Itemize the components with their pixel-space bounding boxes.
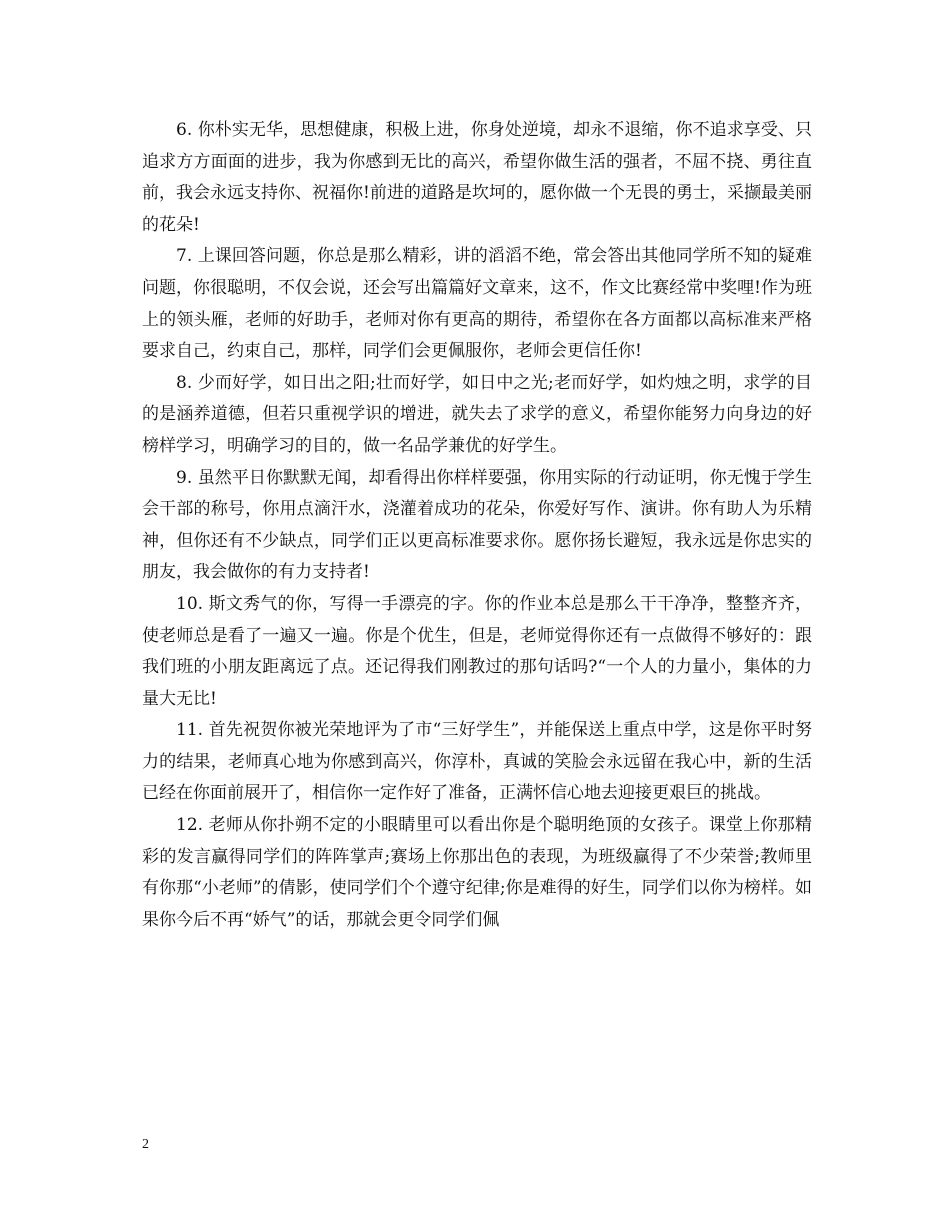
paragraph-12: 12. 老师从你扑朔不定的小眼睛里可以看出你是个聪明绝顶的女孩子。课堂上你那精彩的发言赢得同学们的阵阵掌声;赛场上你那出色的表现，为班级赢得了不少荣誉;教师里有你那“小老师”的倩影，使同学们个个遵守纪律;你是难得的好生，同学们以你为榜样。如果你今后不再“娇气”的话，那就会更令同学们佩	[142, 815, 812, 930]
paragraph-8: 8. 少而好学，如日出之阳;壮而好学，如日中之光;老而好学，如灼烛之明，求学的目的是涵养道德，但若只重视学识的增进，就失去了求学的意义，希望你能努力向身边的好榜样学习，明确学习的目的，做一名品学兼优的好学生。	[142, 372, 812, 456]
paragraph-7: 7. 上课回答问题，你总是那么精彩，讲的滔滔不绝，常会答出其他同学所不知的疑难问题，你很聪明，不仅会说，还会写出篇篇好文章来，这不，作文比赛经常中奖哩!作为班上的领头雁，老师的好助手，老师对你有更高的期待，希望你在各方面都以高标准来严格要求自己，约束自己，那样，同学们会更佩服你，老师会更信任你!	[142, 246, 812, 362]
paragraph-9: 9. 虽然平日你默默无闻，却看得出你样样要强，你用实际的行动证明，你无愧于学生会干部的称号，你用点滴汗水，浇灌着成功的花朵，你爱好写作、演讲。你有助人为乐精神，但你还有不少缺点，同学们正以更高标准要求你。愿你扬长避短，我永远是你忠实的朋友，我会做你的有力支持者!	[142, 467, 812, 583]
paragraph-10: 10. 斯文秀气的你，写得一手漂亮的字。你的作业本总是那么干干净净，整整齐齐，使老师总是看了一遍又一遍。你是个优生，但是，老师觉得你还有一点做得不够好的：跟我们班的小朋友距离远了点。还记得我们刚教过的那句话吗?“一个人的力量小，集体的力量大无比!	[142, 593, 812, 709]
paragraph-6: 6. 你朴实无华，思想健康，积极上进，你身处逆境，却永不退缩，你不追求享受、只追求方方面面的进步，我为你感到无比的高兴，希望你做生活的强者，不屈不挠、勇往直前，我会永远支持你、祝福你!前进的道路是坎坷的，愿你做一个无畏的勇士，采撷最美丽的花朵!	[142, 120, 812, 235]
document-body	[142, 115, 812, 936]
paragraph-11: 11. 首先祝贺你被光荣地评为了市“三好学生”，并能保送上重点中学，这是你平时努力的结果，老师真心地为你感到高兴，你淳朴，真诚的笑脸会永远留在我心中，新的生活已经在你面前展开了，相信你一定作好了准备，正满怀信心地去迎接更艰巨的挑战。	[142, 720, 812, 804]
page-number: 2	[142, 1137, 149, 1152]
